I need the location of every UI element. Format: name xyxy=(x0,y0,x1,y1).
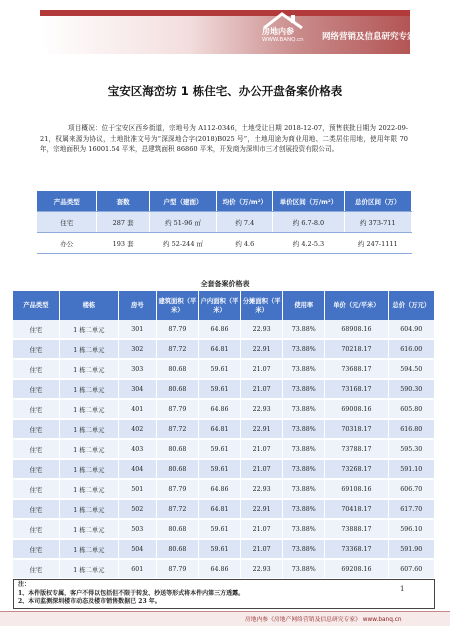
table-row xyxy=(13,399,435,419)
table-cell: 596.10 xyxy=(388,519,434,539)
detail-header-cell: 建筑面积（平米） xyxy=(156,291,198,320)
table-cell: 73368.17 xyxy=(325,539,388,559)
table-cell: 住宅 xyxy=(13,539,59,559)
summary-header-cell: 单价区间（万/m²） xyxy=(273,191,344,212)
summary-cell: 办公 xyxy=(37,233,97,254)
table-cell: 80.68 xyxy=(156,519,198,539)
table-cell: 594.50 xyxy=(388,359,434,379)
summary-header-cell: 户型（建面） xyxy=(149,191,216,212)
table-cell: 21.07 xyxy=(241,439,283,459)
table-cell: 1 栋二单元 xyxy=(59,379,118,399)
table-cell: 80.68 xyxy=(156,359,198,379)
table-cell: 1 栋二单元 xyxy=(59,320,118,339)
table-row xyxy=(13,479,435,499)
table-cell: 1 栋二单元 xyxy=(59,559,118,579)
table-cell: 605.80 xyxy=(388,399,434,419)
table-cell: 616.80 xyxy=(388,419,434,439)
table-cell: 住宅 xyxy=(13,379,59,399)
table-cell: 59.61 xyxy=(198,459,240,479)
note-item: 1、本件版权专属，客户不得以包括但不限于转发、抄送等形式将本件内第三方透露。 xyxy=(18,589,245,597)
table-cell: 87.72 xyxy=(156,339,198,359)
table-cell: 1 栋二单元 xyxy=(59,479,118,499)
table-cell: 1 栋二单元 xyxy=(59,519,118,539)
table-cell: 住宅 xyxy=(13,499,59,519)
table-cell: 22.91 xyxy=(241,419,283,439)
detail-table-title: 全套备案价格表 xyxy=(200,280,250,288)
table-cell: 87.79 xyxy=(156,479,198,499)
detail-header-cell: 房号 xyxy=(118,291,156,320)
table-cell: 住宅 xyxy=(13,359,59,379)
table-cell: 80.68 xyxy=(156,439,198,459)
table-cell: 501 xyxy=(118,479,156,499)
detail-table xyxy=(13,291,435,580)
table-cell: 87.72 xyxy=(156,499,198,519)
detail-table-body xyxy=(13,320,435,579)
summary-cell: 住宅 xyxy=(37,212,97,233)
table-cell: 69208.16 xyxy=(325,559,388,579)
table-cell: 1 栋二单元 xyxy=(59,439,118,459)
table-cell: 住宅 xyxy=(13,479,59,499)
table-cell: 80.68 xyxy=(156,539,198,559)
table-cell: 59.61 xyxy=(198,439,240,459)
summary-table xyxy=(37,191,412,254)
page-number: 1 xyxy=(400,585,405,593)
table-row xyxy=(13,320,435,339)
project-intro: 项目概况：位于宝安区西乡街道，宗地号为 A112-0346，土地受让日期 2018-12-07，预售获批日期为 2022-09-21，权属来源为协议，土地批准文号为“深深地合字(2018)B025 号”，土地用途为商业用地、二类居住用地，使用年限 70 年，宗地面积为 16001.54 平米，总建筑面积 86860 平米，开发商为深圳市三才创展投资有限公司。 xyxy=(40,124,408,153)
table-cell: 73.88% xyxy=(283,519,325,539)
table-cell: 504 xyxy=(118,539,156,559)
summary-cell: 约 7.4 xyxy=(217,212,273,233)
table-cell: 73788.17 xyxy=(325,439,388,459)
table-cell: 503 xyxy=(118,519,156,539)
table-cell: 住宅 xyxy=(13,439,59,459)
table-cell: 住宅 xyxy=(13,399,59,419)
table-cell: 21.07 xyxy=(241,539,283,559)
table-row xyxy=(13,419,435,439)
table-cell: 21.07 xyxy=(241,359,283,379)
table-cell: 616.00 xyxy=(388,339,434,359)
table-cell: 64.86 xyxy=(198,399,240,419)
summary-header-cell: 产品类型 xyxy=(37,191,97,212)
table-cell: 59.61 xyxy=(198,359,240,379)
summary-row xyxy=(37,233,412,254)
table-cell: 70418.17 xyxy=(325,499,388,519)
detail-header-cell: 分摊面积（平米） xyxy=(241,291,283,320)
summary-cell: 约 4.6 xyxy=(217,233,273,254)
table-cell: 59.61 xyxy=(198,379,240,399)
table-cell: 64.81 xyxy=(198,339,240,359)
notes-label: 注： xyxy=(18,581,31,588)
table-cell: 68908.16 xyxy=(325,320,388,339)
table-cell: 401 xyxy=(118,399,156,419)
table-cell: 70318.17 xyxy=(325,419,388,439)
table-cell: 住宅 xyxy=(13,320,59,339)
table-cell: 22.91 xyxy=(241,499,283,519)
summary-cell: 约 247-1111 xyxy=(344,233,411,254)
table-cell: 59.61 xyxy=(198,539,240,559)
table-cell: 73688.17 xyxy=(325,359,388,379)
table-row xyxy=(13,379,435,399)
table-cell: 302 xyxy=(118,339,156,359)
table-cell: 403 xyxy=(118,439,156,459)
table-cell: 604.90 xyxy=(388,320,434,339)
table-cell: 606.70 xyxy=(388,479,434,499)
table-cell: 73168.17 xyxy=(325,379,388,399)
table-cell: 64.86 xyxy=(198,320,240,339)
summary-cell: 约 373-711 xyxy=(344,212,411,233)
table-cell: 591.10 xyxy=(388,459,434,479)
table-cell: 1 栋二单元 xyxy=(59,499,118,519)
summary-cell: 193 套 xyxy=(97,233,149,254)
table-cell: 73.88% xyxy=(283,539,325,559)
table-cell: 80.68 xyxy=(156,379,198,399)
table-cell: 69108.16 xyxy=(325,479,388,499)
table-cell: 73.88% xyxy=(283,320,325,339)
summary-row xyxy=(37,212,412,233)
summary-header-row xyxy=(37,191,412,212)
table-cell: 87.72 xyxy=(156,419,198,439)
detail-header-cell: 产品类型 xyxy=(13,291,59,320)
table-row xyxy=(13,559,435,579)
table-cell: 73.88% xyxy=(283,559,325,579)
table-cell: 73.88% xyxy=(283,499,325,519)
table-cell: 73888.17 xyxy=(325,519,388,539)
table-cell: 73.88% xyxy=(283,379,325,399)
summary-header-cell: 总价区间（万） xyxy=(344,191,411,212)
table-row xyxy=(13,499,435,519)
table-cell: 住宅 xyxy=(13,559,59,579)
table-cell: 住宅 xyxy=(13,459,59,479)
table-cell: 64.81 xyxy=(198,499,240,519)
detail-header-cell: 户内面积（平米） xyxy=(198,291,240,320)
table-cell: 502 xyxy=(118,499,156,519)
table-cell: 73268.17 xyxy=(325,459,388,479)
table-row xyxy=(13,539,435,559)
table-cell: 601 xyxy=(118,559,156,579)
table-cell: 73.88% xyxy=(283,399,325,419)
footer-text: 房地内参《房地产网络营销及信息研究专家》 www.banq.cn xyxy=(245,617,402,623)
table-cell: 住宅 xyxy=(13,419,59,439)
table-cell: 22.93 xyxy=(241,399,283,419)
table-cell: 87.79 xyxy=(156,559,198,579)
table-cell: 87.79 xyxy=(156,399,198,419)
page-header xyxy=(0,0,450,62)
table-cell: 591.90 xyxy=(388,539,434,559)
table-cell: 301 xyxy=(118,320,156,339)
detail-header-cell: 总价（万元） xyxy=(388,291,434,320)
table-cell: 73.88% xyxy=(283,339,325,359)
brand-url: WWW.BANQ.cn xyxy=(262,37,304,43)
page-title: 宝安区海峦坊 1 栋住宅、办公开盘备案价格表 xyxy=(107,84,343,98)
table-cell: 73.88% xyxy=(283,479,325,499)
detail-header-row xyxy=(13,291,435,320)
table-cell: 21.07 xyxy=(241,379,283,399)
table-cell: 住宅 xyxy=(13,519,59,539)
table-cell: 21.07 xyxy=(241,459,283,479)
table-cell: 607.60 xyxy=(388,559,434,579)
table-cell: 22.91 xyxy=(241,339,283,359)
table-cell: 64.86 xyxy=(198,559,240,579)
table-cell: 70218.17 xyxy=(325,339,388,359)
table-row xyxy=(13,459,435,479)
table-cell: 87.79 xyxy=(156,320,198,339)
table-cell: 64.81 xyxy=(198,419,240,439)
summary-cell: 约 6.7-8.0 xyxy=(273,212,344,233)
brand-name: 房地内参 xyxy=(262,27,294,36)
table-cell: 73.88% xyxy=(283,359,325,379)
summary-header-cell: 均价（万/m²） xyxy=(217,191,273,212)
summary-cell: 约 51-96 ㎡ xyxy=(149,212,216,233)
table-cell: 1 栋二单元 xyxy=(59,419,118,439)
table-cell: 住宅 xyxy=(13,339,59,359)
page-footer xyxy=(0,611,450,626)
table-cell: 64.86 xyxy=(198,479,240,499)
table-row xyxy=(13,519,435,539)
table-cell: 73.88% xyxy=(283,459,325,479)
detail-header-cell: 单价（元/平米） xyxy=(325,291,388,320)
table-cell: 73.88% xyxy=(283,419,325,439)
table-cell: 22.93 xyxy=(241,559,283,579)
table-cell: 1 栋二单元 xyxy=(59,339,118,359)
table-cell: 73.88% xyxy=(283,439,325,459)
note-item: 2、本司监测深圳楼市动态及楼市销售数据已 23 年。 xyxy=(18,598,161,605)
detail-header-cell: 楼栋 xyxy=(59,291,118,320)
table-cell: 404 xyxy=(118,459,156,479)
table-row xyxy=(13,339,435,359)
table-cell: 617.70 xyxy=(388,499,434,519)
brand-slogan: 网络营销及信息研究专家 xyxy=(322,32,416,42)
notes-box xyxy=(13,579,435,609)
table-cell: 590.30 xyxy=(388,379,434,399)
table-cell: 595.30 xyxy=(388,439,434,459)
table-cell: 1 栋二单元 xyxy=(59,399,118,419)
detail-header-cell: 使用率 xyxy=(283,291,325,320)
table-cell: 402 xyxy=(118,419,156,439)
summary-cell: 约 52-244 ㎡ xyxy=(149,233,216,254)
table-cell: 303 xyxy=(118,359,156,379)
table-cell: 22.93 xyxy=(241,320,283,339)
summary-header-cell: 套数 xyxy=(97,191,149,212)
table-row xyxy=(13,359,435,379)
table-cell: 80.68 xyxy=(156,459,198,479)
table-cell: 69008.16 xyxy=(325,399,388,419)
table-cell: 22.93 xyxy=(241,479,283,499)
table-cell: 59.61 xyxy=(198,519,240,539)
summary-cell: 约 4.2-5.3 xyxy=(273,233,344,254)
table-cell: 304 xyxy=(118,379,156,399)
summary-cell: 287 套 xyxy=(97,212,149,233)
table-row xyxy=(13,439,435,459)
table-cell: 1 栋二单元 xyxy=(59,459,118,479)
table-cell: 1 栋二单元 xyxy=(59,359,118,379)
table-cell: 21.07 xyxy=(241,519,283,539)
table-cell: 1 栋二单元 xyxy=(59,539,118,559)
